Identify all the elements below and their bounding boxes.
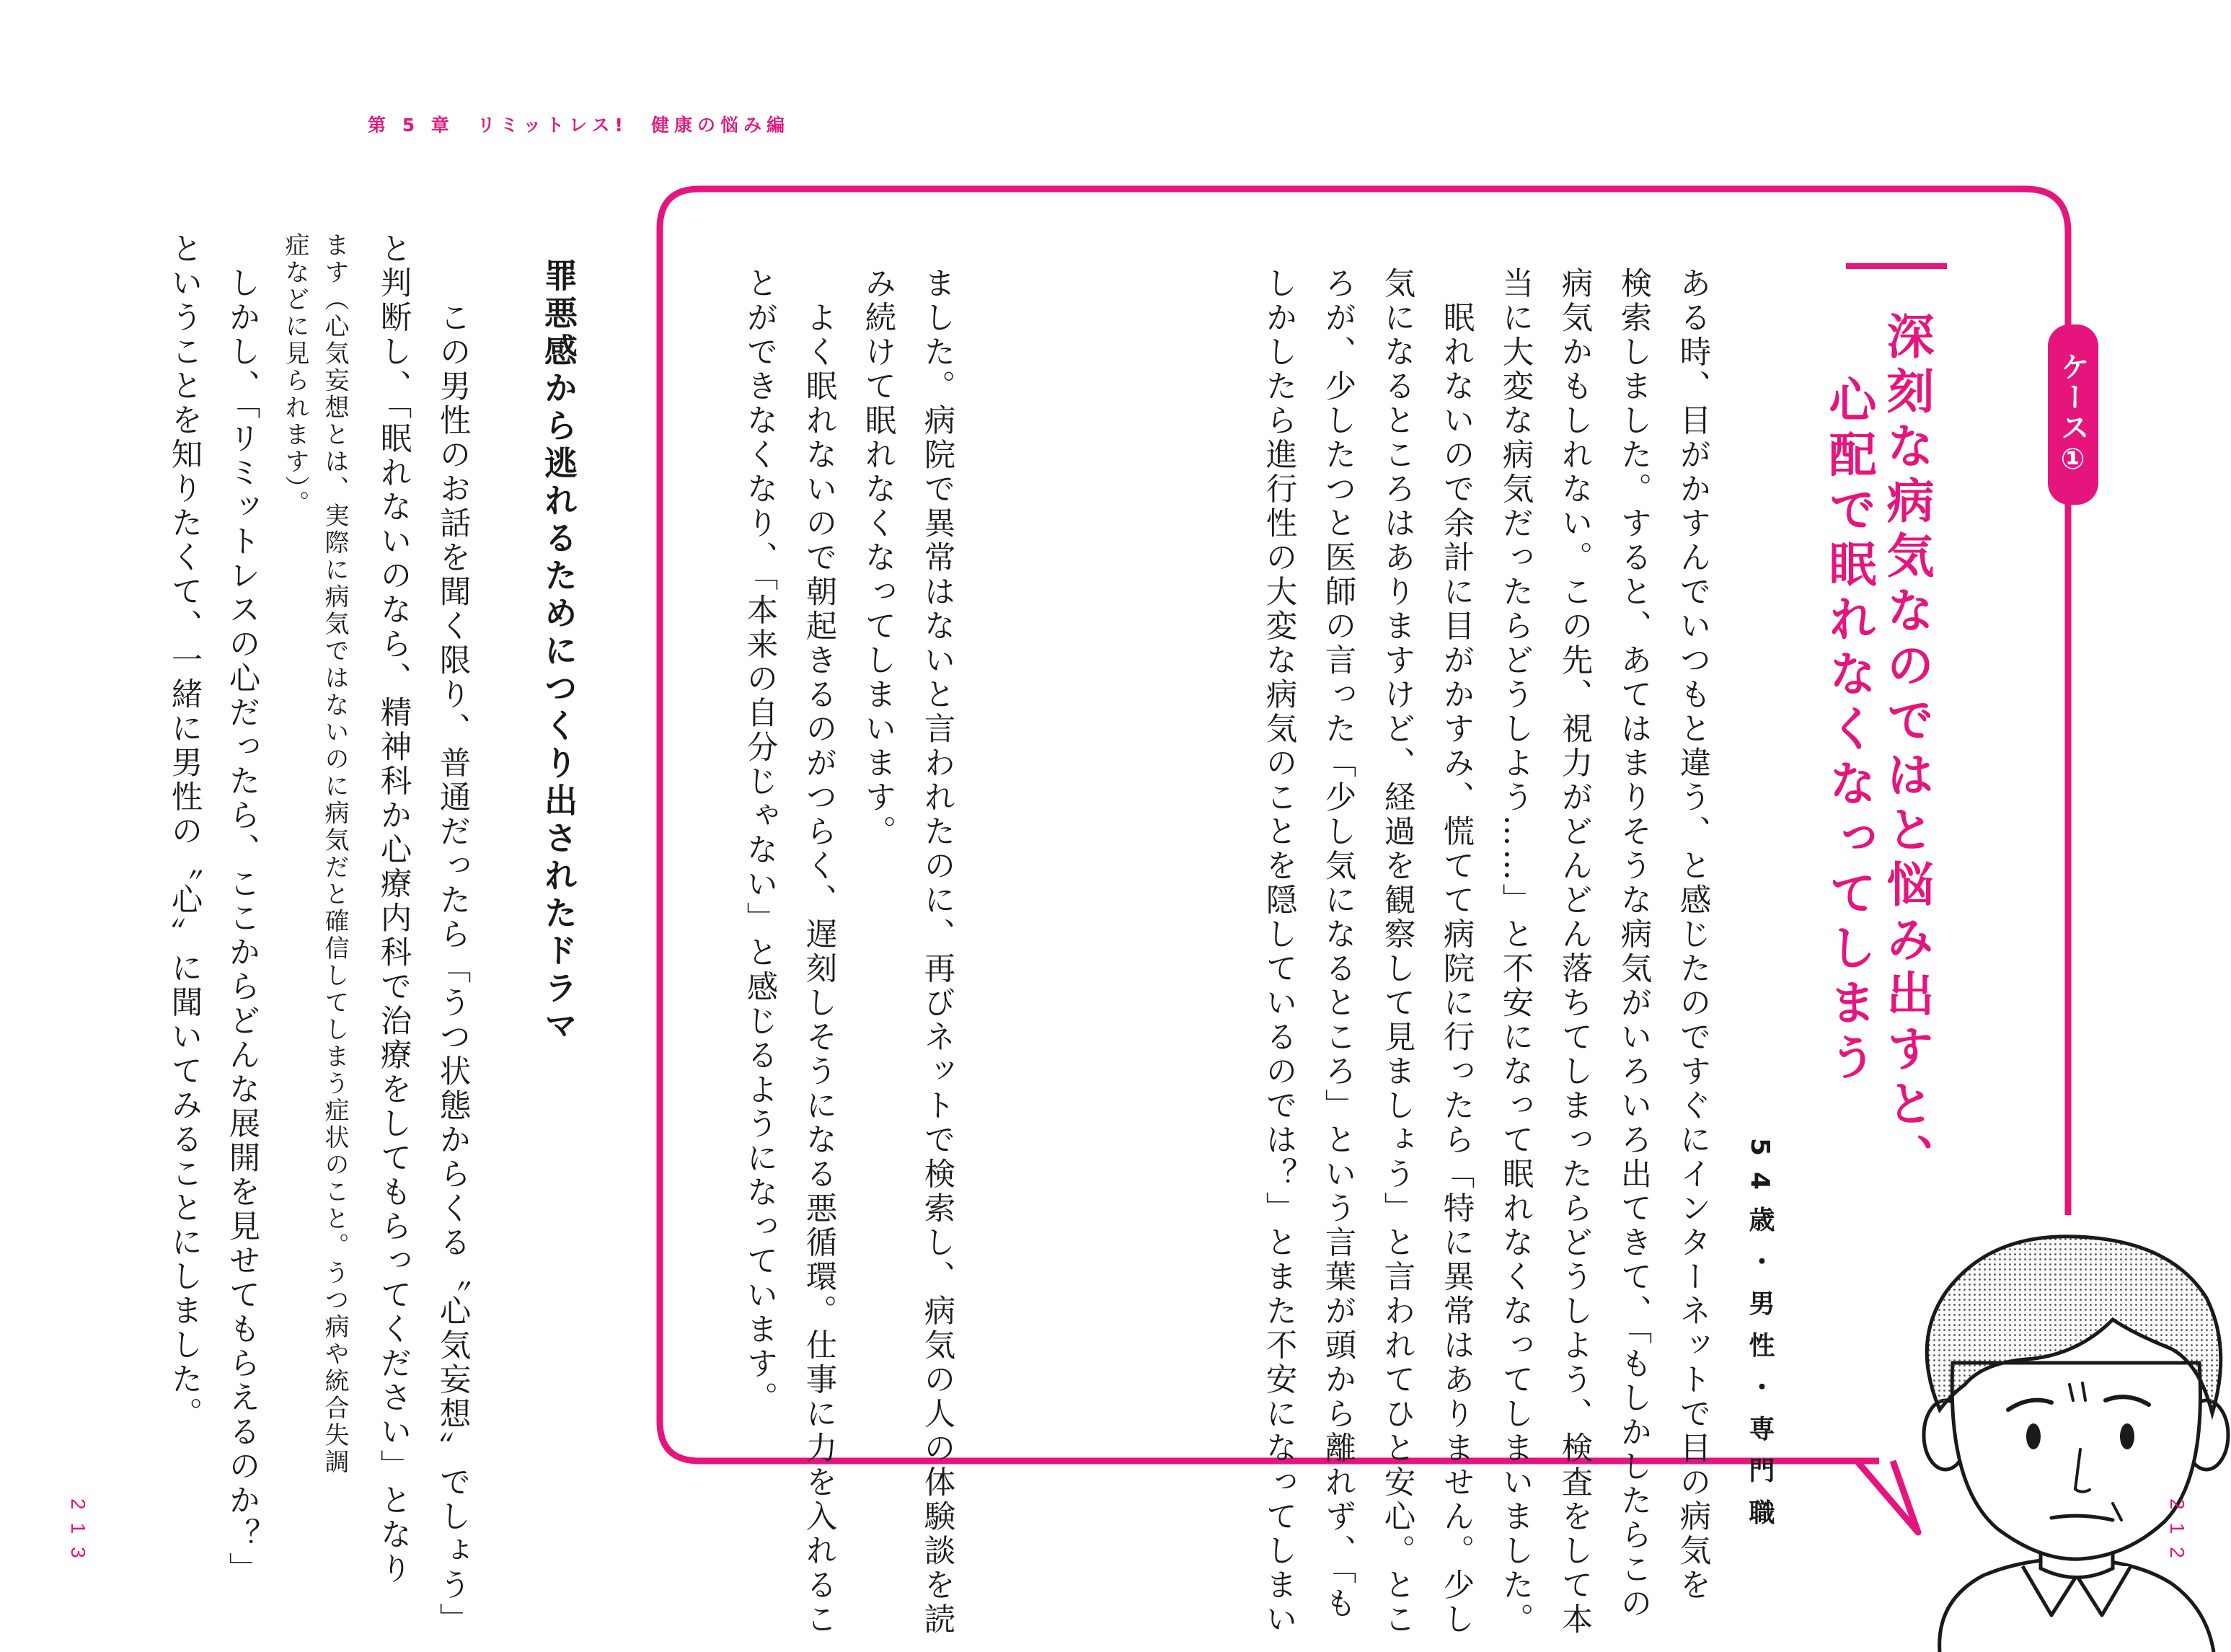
case-body-line: ろが、少したつと医師の言った「少し気になるところ」という言葉が頭から離れず、「も: [1320, 267, 1356, 1622]
case-body-line: ました。病院で異常はないと言われたのに、再びネットで検索し、病気の人の体験談を読: [919, 267, 955, 1637]
section-body-line: と判断し、「眠れないのなら、精神科か心療内科で治療をしてもらってください」となり: [375, 232, 412, 1587]
headline-accent-bar: [1846, 263, 1947, 269]
case-body-line: 検索しました。すると、あてはまりそうな病気がいろいろ出てきて、「もしかしたらこの: [1615, 267, 1652, 1622]
case-body-line: み続けて眠れなくなってしまいます。: [860, 267, 896, 849]
case-body-line: 当に大変な病気だったらどうしよう……」と不安になって眠れなくなってしまいました。: [1497, 267, 1534, 1637]
headline-line-1: 深刻な病気なのではと悩み出すと、: [1878, 312, 1934, 1188]
page-number-right: 212: [2166, 1498, 2188, 1571]
section-body-line: 症などに見られます）。: [280, 232, 309, 518]
section-body-line: この男性のお話を聞く限り、普通だったら「うつ状態からくる〝心気妄想〟でしょう」: [434, 267, 471, 1637]
case-label: ケース①: [2056, 352, 2090, 477]
section-body-line: ということを知りたくて、一緒に男性の〝心〟に聞いてみることにしました。: [166, 232, 203, 1431]
section-body-line: しかし、「リミットレスの心だったら、ここからどんな展開を見せてもらえるのか？」: [224, 232, 260, 1587]
section-heading: 罪悪感から逃れるためにつくり出されたドラマ: [539, 258, 578, 1046]
profile-label: 54歳・男性・専門職: [1745, 1138, 1775, 1541]
man-illustration: [1896, 1211, 2231, 1652]
case-body-line: ある時、目がかすんでいつもと違う、と感じたのですぐにインターネットで目の病気を: [1674, 267, 1711, 1603]
running-header: 第 5 章 リミットレス! 健康の悩み編: [368, 115, 790, 136]
case-body-line: 眠れないので余計に目がかすみ、慌てて病院に行ったら「特に異常はありません。少し: [1438, 267, 1475, 1637]
case-body-line: とができなくなり、「本来の自分じゃない」と感じるようになっています。: [741, 267, 778, 1416]
case-body-line: 気になるところはありますけど、経過を観察して見ましょう」と言われてひと安心。とこ: [1379, 267, 1415, 1637]
case-body-line: よく眠れないので朝起きるのがつらく、遅刻しそうになる悪循環。仕事に力を入れるこ: [800, 267, 837, 1637]
section-body-line: ます（心気妄想とは、実際に病気ではないのに病気だと確信してしまう症状のこと。うつ病や統合失調: [320, 232, 349, 1476]
headline-line-2: 心配で眠れなくなってしまう: [1821, 375, 1876, 1087]
case-body-line: しかしたら進行性の大変な病気のことを隠しているのでは？」とまた不安になってしまい: [1260, 267, 1297, 1637]
case-label-tab: [2048, 324, 2098, 505]
case-body-line: 病気かもしれない。この先、視力がどんどん落ちてしまったらどうしよう、検査をして本: [1556, 267, 1593, 1637]
page-number-left: 213: [67, 1498, 89, 1571]
